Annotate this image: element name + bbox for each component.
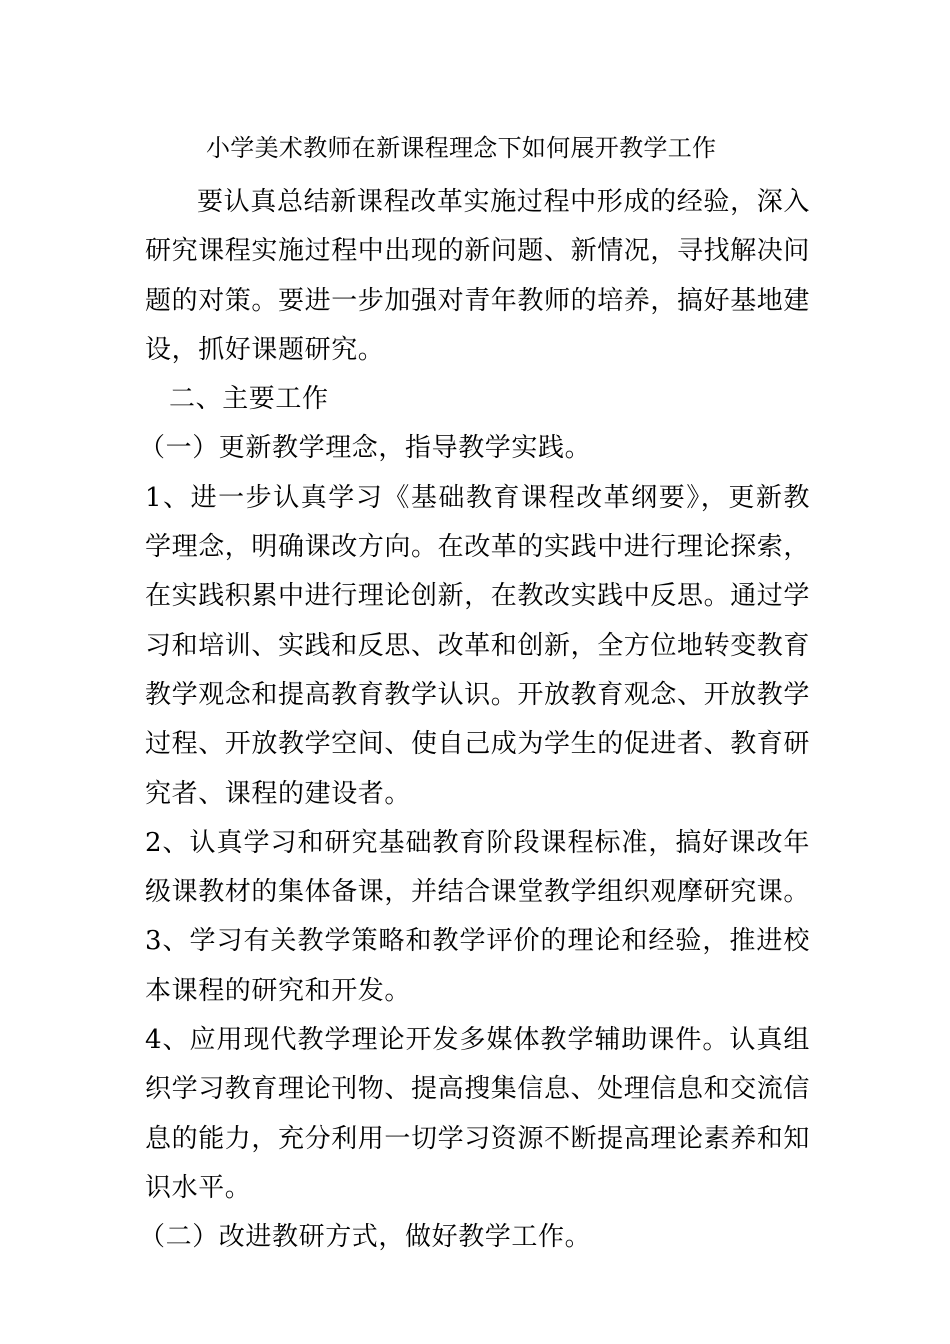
- section-heading-main-work: 二、主要工作: [169, 384, 329, 415]
- document-body: [139, 178, 811, 1263]
- list-item-3: 3、学习有关教学策略和教学评价的理论和经验，推进校本课程的研究和开发。: [145, 926, 810, 1006]
- list-item-1: 1、进一步认真学习《基础教育课程改革纲要》，更新教学理念，明确课改方向。在改革的实践中进行理论探索，在实践积累中进行理论创新，在教改实践中反思。通过学习和培训、实践和反思、改革和创新，全方位地转变教育教学观念和提高教育教学认识。开放教育观念、开放教学过程、开放教学空间、使自己成为学生的促进者、教育研究者、课程的建设者。: [145, 482, 811, 809]
- document-title: 小学美术教师在新课程理念下如何展开教学工作: [206, 134, 717, 162]
- subsection-heading-2: （二）改进教研方式，做好教学工作。: [139, 1222, 592, 1253]
- list-item-4: 4、应用现代教学理论开发多媒体教学辅助课件。认真组织学习教育理论刊物、提高搜集信息、处理信息和交流信息的能力，充分利用一切学习资源不断提高理论素养和知识水平。: [145, 1025, 811, 1203]
- intro-paragraph: 要认真总结新课程改革实施过程中形成的经验，深入研究课程实施过程中出现的新问题、新情况，寻找解决问题的对策。要进一步加强对青年教师的培养，搞好基地建设，抓好课题研究。: [145, 187, 811, 365]
- subsection-heading-1: （一）更新教学理念，指导教学实践。: [139, 433, 592, 464]
- list-item-2: 2、认真学习和研究基础教育阶段课程标准，搞好课改年级课教材的集体备课，并结合课堂教学组织观摩研究课。: [145, 827, 811, 908]
